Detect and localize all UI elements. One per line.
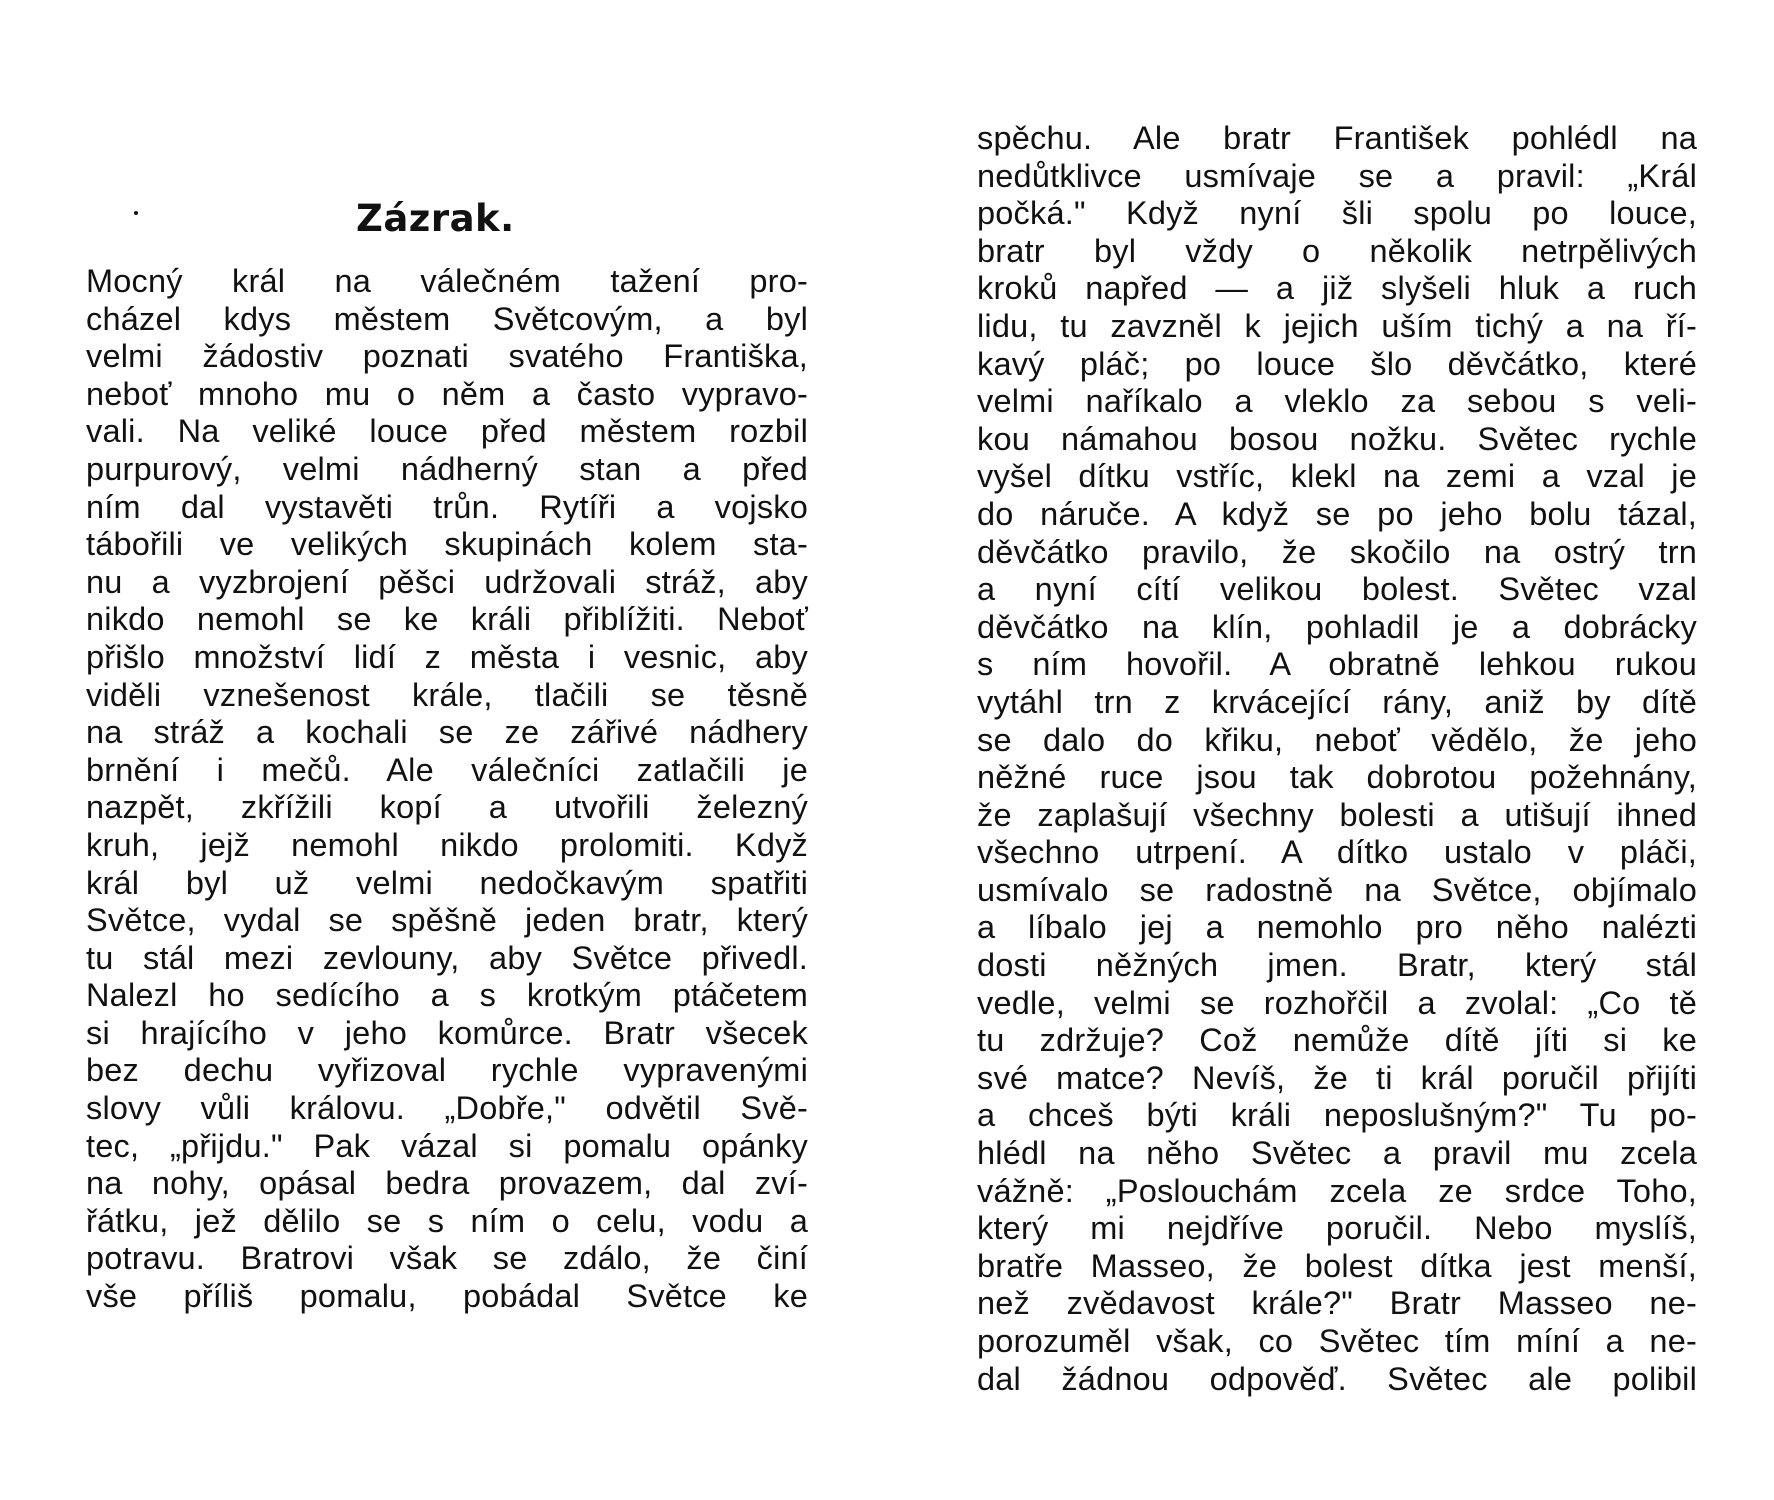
text-line: purpurový, velmi nádherný stan a před: [86, 450, 808, 487]
text-line: všechno utrpení. A dítko ustalo v pláči,: [977, 834, 1697, 871]
text-line: cházel kdys městem Světcovým, a byl: [86, 300, 808, 337]
text-line: Nalezl ho sedícího a s krotkým ptáčetem: [86, 977, 808, 1014]
text-line: viděli vznešenost krále, tlačili se těsně: [86, 676, 808, 713]
text-line: velmi naříkalo a vleklo za sebou s veli-: [977, 383, 1697, 420]
text-line: spěchu. Ale bratr František pohlédl na: [977, 120, 1697, 156]
text-line: kavý pláč; po louce šlo děvčátko, které: [977, 345, 1697, 382]
text-line: vytáhl trn z krvácející rány, aniž by dítě: [977, 683, 1697, 720]
text-line: se dalo do křiku, neboť vědělo, že jeho: [977, 721, 1697, 758]
text-line: brnění i mečů. Ale válečníci zatlačili je: [86, 751, 808, 788]
text-line: že zaplašují všechny bolesti a utišují ihned: [977, 796, 1697, 833]
text-line: potravu. Bratrovi však se zdálo, že činí: [86, 1240, 808, 1277]
text-line: nedůtklivce usmívaje se a pravil: „Král: [977, 157, 1697, 194]
text-line: si hrajícího v jeho komůrce. Bratr všecek: [86, 1014, 808, 1051]
text-line: velmi žádostiv poznati svatého Františka,: [86, 338, 808, 375]
text-line: kroků napřed — a již slyšeli hluk a ruch: [977, 270, 1697, 307]
text-line: kruh, jejž nemohl nikdo prolomiti. Když: [86, 826, 808, 863]
text-line: vedle, velmi se rozhořčil a zvolal: „Co tě: [977, 984, 1697, 1021]
text-line: tu zdržuje? Což nemůže dítě jíti si ke: [977, 1022, 1697, 1059]
text-line: kou námahou bosou nožku. Světec rychle: [977, 420, 1697, 457]
text-line: usmívalo se radostně na Světce, objímalo: [977, 871, 1697, 908]
text-line: tábořili ve velikých skupinách kolem sta-: [86, 526, 808, 563]
text-line: vali. Na veliké louce před městem rozbil: [86, 413, 808, 450]
text-line: lidu, tu zavzněl k jejich uším tichý a na ří-: [977, 307, 1697, 344]
text-line: a nyní cítí velikou bolest. Světec vzal: [977, 571, 1697, 608]
text-line: bratře Masseo, že bolest dítka jest menší,: [977, 1247, 1697, 1284]
text-line: své matce? Nevíš, že ti král poručil přijíti: [977, 1059, 1697, 1096]
text-line: porozuměl však, co Světec tím míní a ne-: [977, 1323, 1697, 1359]
text-line: král byl už velmi nedočkavým spatřiti: [86, 864, 808, 901]
text-line: děvčátko na klín, pohladil je a dobrácky: [977, 608, 1697, 645]
text-line: ním dal vystavěti trůn. Rytíři a vojsko: [86, 488, 808, 525]
text-line: na nohy, opásal bedra provazem, dal zví-: [86, 1165, 808, 1202]
text-line: bez dechu vyřizoval rychle vypravenými: [86, 1052, 808, 1089]
text-line: Světce, vydal se spěšně jeden bratr, který: [86, 902, 808, 939]
text-line: tec, „přijdu." Pak vázal si pomalu opánky: [86, 1127, 808, 1164]
text-line: počká." Když nyní šli spolu po louce,: [977, 195, 1697, 232]
print-speck: [134, 211, 138, 215]
text-line: nazpět, zkřížili kopí a utvořili železný: [86, 789, 808, 826]
text-line: který mi nejdříve poručil. Nebo myslíš,: [977, 1210, 1697, 1247]
text-line: a líbalo jej a nemohlo pro něho nalézti: [977, 909, 1697, 946]
text-line: bratr byl vždy o několik netrpělivých: [977, 232, 1697, 269]
text-line: do náruče. A když se po jeho bolu tázal,: [977, 495, 1697, 532]
text-line: tu stál mezi zevlouny, aby Světce přivedl.: [86, 939, 808, 976]
text-line: hlédl na něho Světec a pravil mu zcela: [977, 1135, 1697, 1172]
text-line: přišlo množství lidí z města i vesnic, aby: [86, 638, 808, 675]
text-line: na stráž a kochali se ze zářivé nádhery: [86, 714, 808, 751]
text-line: neboť mnoho mu o něm a často vypravo-: [86, 375, 808, 412]
text-line: Mocný král na válečném tažení pro-: [86, 263, 808, 299]
text-line: a chceš býti králi neposlušným?" Tu po-: [977, 1097, 1697, 1134]
text-line: než zvědavost krále?" Bratr Masseo ne-: [977, 1285, 1697, 1322]
text-line: dosti něžných jmen. Bratr, který stál: [977, 947, 1697, 984]
text-line: děvčátko pravilo, že skočilo na ostrý trn: [977, 533, 1697, 570]
text-line: nikdo nemohl se ke králi přiblížiti. Neboť: [86, 601, 808, 638]
text-line: vše příliš pomalu, pobádal Světce ke: [86, 1278, 808, 1315]
left-page-text: [86, 263, 808, 1316]
text-line: něžné ruce jsou tak dobrotou požehnány,: [977, 759, 1697, 796]
text-line: slovy vůli královu. „Dobře," odvětil Svě-: [86, 1090, 808, 1127]
text-line: vyšel dítku vstříc, klekl na zemi a vzal je: [977, 458, 1697, 495]
text-line: nu a vyzbrojení pěšci udržovali stráž, aby: [86, 563, 808, 600]
chapter-title: Zázrak.: [356, 197, 515, 240]
text-line: s ním hovořil. A obratně lehkou rukou: [977, 646, 1697, 683]
right-page-text: [977, 120, 1697, 1398]
text-line: vážně: „Poslouchám zcela ze srdce Toho,: [977, 1172, 1697, 1209]
text-line: dal žádnou odpověď. Světec ale polibil: [977, 1360, 1697, 1397]
text-line: řátku, jež dělilo se s ním o celu, vodu a: [86, 1202, 808, 1239]
